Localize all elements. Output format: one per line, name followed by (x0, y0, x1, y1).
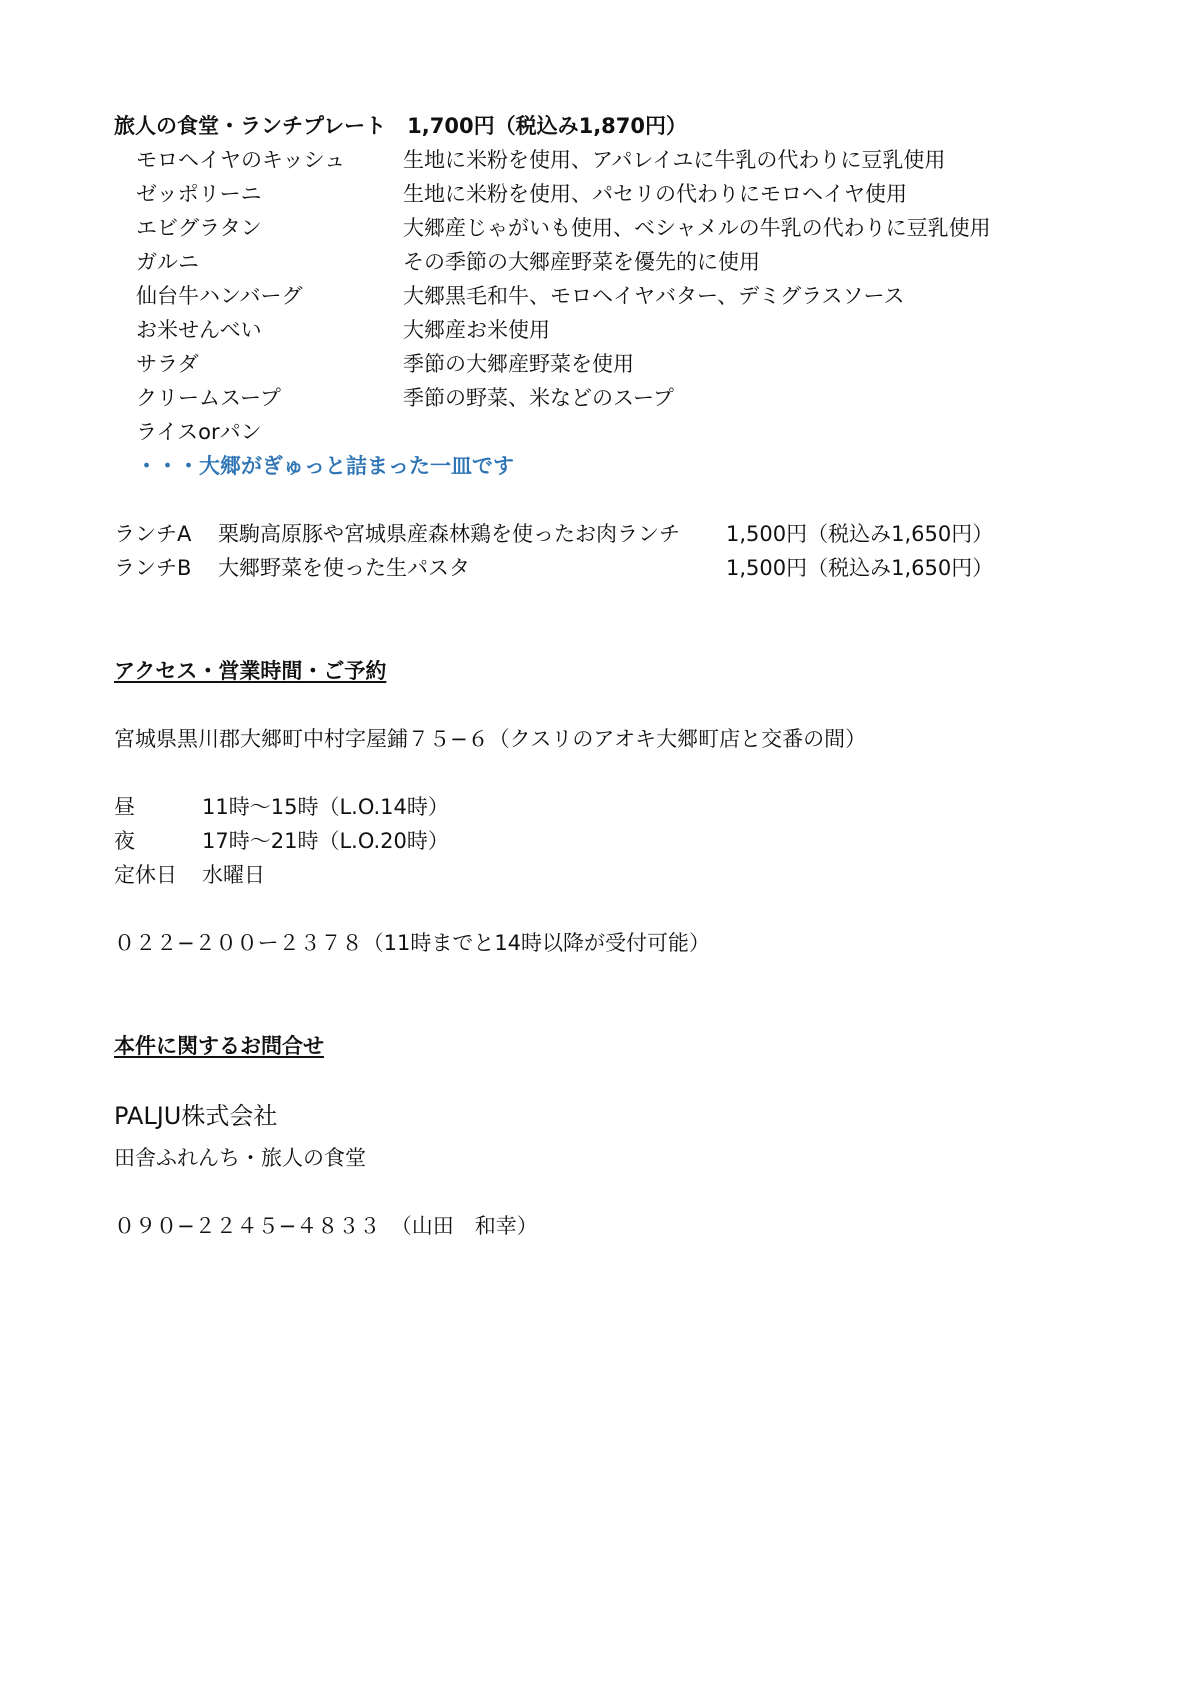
contact-phone: ０９０−２２４５−４８３３ （山田 和幸） (114, 1214, 538, 1238)
plate-item-desc: 季節の野菜、米などのスープ (403, 386, 674, 410)
contact-heading: 本件に関するお問合せ (114, 1034, 324, 1058)
hours-label-closed: 定休日 (114, 863, 177, 887)
hours-label-day: 昼 (114, 795, 135, 819)
plate-item-name: モロヘイヤのキッシュ (136, 148, 346, 172)
plate-item-desc: 生地に米粉を使用、パセリの代わりにモロヘイヤ使用 (403, 182, 907, 206)
access-heading: アクセス・営業時間・ご予約 (114, 659, 387, 683)
plate-title: 旅人の食堂・ランチプレート 1,700円（税込み1,870円） (114, 114, 688, 138)
lunch-b-name: ランチB (114, 556, 192, 580)
plate-item-desc: 大郷産お米使用 (403, 318, 550, 342)
lunch-b-price: 1,500円（税込み1,650円） (726, 556, 994, 580)
plate-item-desc: その季節の大郷産野菜を優先的に使用 (403, 250, 760, 274)
access-address: 宮城県黒川郡大郷町中村字屋鋪７５−６（クスリのアオキ大郷町店と交番の間） (114, 727, 867, 751)
contact-company: PALJU株式会社 (114, 1102, 278, 1130)
contact-shop: 田舎ふれんち・旅人の食堂 (114, 1146, 366, 1170)
plate-item-name: ゼッポリーニ (136, 182, 262, 206)
plate-item-name: 仙台牛ハンバーグ (136, 284, 303, 308)
plate-item-desc: 生地に米粉を使用、アパレイユに牛乳の代わりに豆乳使用 (403, 148, 946, 172)
lunch-a-price: 1,500円（税込み1,650円） (726, 522, 994, 546)
plate-item-name: ガルニ (136, 250, 199, 274)
plate-item-name: お米せんべい (136, 318, 262, 342)
plate-item-desc: 季節の大郷産野菜を使用 (403, 352, 634, 376)
plate-item-name: エビグラタン (136, 216, 262, 240)
plate-item-name: サラダ (136, 352, 199, 376)
hours-value-night: 17時〜21時（L.O.20時） (202, 829, 449, 853)
hours-value-day: 11時〜15時（L.O.14時） (202, 795, 449, 819)
plate-item-desc: 大郷黒毛和牛、モロヘイヤバター、デミグラスソース (403, 284, 905, 308)
plate-item-name: ライスorパン (136, 420, 262, 444)
plate-tagline: ・・・大郷がぎゅっと詰まった一皿です (136, 454, 514, 478)
plate-item-name: クリームスープ (136, 386, 281, 410)
reservation-phone: ０２２−２００ー２３７８（11時までと14時以降が受付可能） (114, 931, 711, 955)
plate-item-desc: 大郷産じゃがいも使用、ベシャメルの牛乳の代わりに豆乳使用 (403, 216, 991, 240)
lunch-a-name: ランチA (114, 522, 192, 546)
lunch-a-desc: 栗駒高原豚や宮城県産森林鶏を使ったお肉ランチ (218, 522, 680, 546)
hours-label-night: 夜 (114, 829, 135, 853)
lunch-b-desc: 大郷野菜を使った生パスタ (218, 556, 470, 580)
hours-value-closed: 水曜日 (202, 863, 265, 887)
